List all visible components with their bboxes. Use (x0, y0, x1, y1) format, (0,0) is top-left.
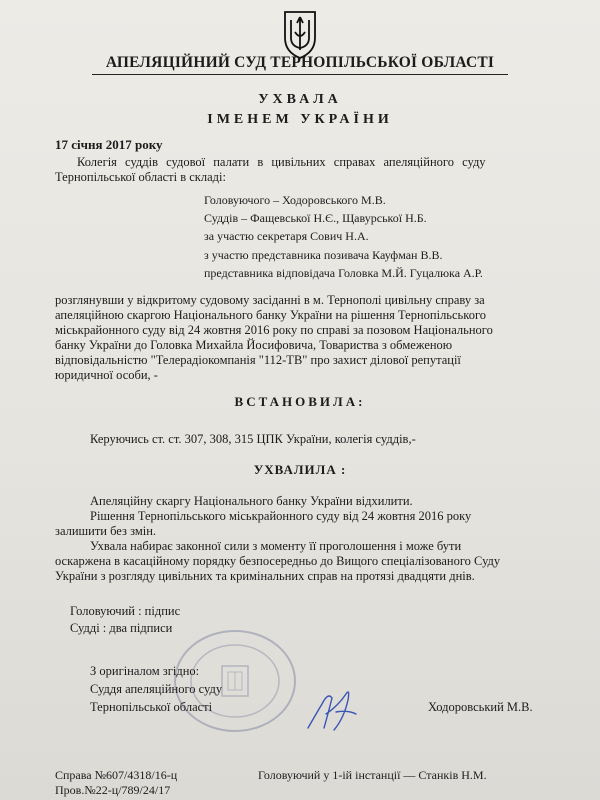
decision-date: 17 січня 2017 року (55, 137, 163, 152)
member-secretary: за участю секретаря Сович Н.А. (204, 229, 369, 243)
document-subtitle: ІМЕНЕМ УКРАЇНИ (207, 112, 393, 127)
certified-court-region: Тернопільської області (90, 700, 213, 714)
intro-line-2: Тернопільської області в складі: (55, 170, 226, 184)
case-line: розглянувши у відкритому судовому засіданні в м. Тернополі цивільну справу за (55, 293, 485, 307)
member-presiding: Головуючого – Ходоровського М.В. (204, 193, 386, 207)
case-line: банку України до Головка Михайла Йосифовича, Товариства з обмеженою (55, 338, 453, 352)
handwritten-signature-icon (302, 684, 362, 734)
case-line: юридичної особи, - (55, 368, 158, 382)
established-text: Керуючись ст. ст. 307, 308, 315 ЦПК України, колегія суддів,- (90, 432, 416, 446)
court-name: АПЕЛЯЦІЙНИЙ СУД ТЕРНОПІЛЬСЬКОЇ ОБЛАСТІ (105, 54, 495, 71)
decision-line: залишити без змін. (55, 524, 157, 538)
member-defendant-rep: представника відповідача Головка М.Й. Гуцалюка А.Р. (204, 266, 483, 280)
trident-icon (279, 8, 321, 60)
decision-line: Рішення Тернопільського міськрайонного суду від 24 жовтня 2016 року (90, 509, 472, 523)
certified-judge-title: Суддя апеляційного суду (90, 682, 223, 696)
decision-line: України з розгляду цивільних та кримінальних справ на протязі двадцяти днів. (55, 569, 475, 583)
case-line: міськрайонного суду від 24 жовтня 2016 року по справі за позовом Національного (55, 323, 493, 337)
case-line: апеляційною скаргою Національного банку України на рішення Тернопільського (55, 308, 487, 322)
member-judges: Суддів – Фащевської Н.Є., Щавурської Н.Б. (204, 211, 427, 225)
case-number: Справа №607/4318/16-ц (55, 768, 178, 782)
judges-signature-note: Судді : два підписи (70, 621, 173, 635)
member-plaintiff-rep: з участю представника позивача Кауфман В.В. (204, 248, 443, 262)
decision-line: Ухвала набирає законної сили з моменту її проголошення і може бути (90, 539, 462, 553)
decision-line: оскаржена в касаційному порядку безпосередньо до Вищого спеціалізованого Суду (55, 554, 501, 568)
certifying-judge-name: Ходоровський М.В. (428, 700, 533, 714)
presiding-signature-note: Головуючий : підпис (70, 604, 181, 618)
case-description (55, 293, 558, 383)
court-seal-icon (170, 626, 300, 736)
intro-line-1: Колегія суддів судової палати в цивільних справах апеляційного суду (77, 155, 486, 169)
established-heading: ВСТАНОВИЛА: (234, 394, 366, 409)
case-line: відповідальністю "Телерадіокомпанія "112-ТВ" про захист ділової репутації (55, 353, 461, 367)
proceeding-number: Пров.№22-ц/789/24/17 (55, 783, 171, 797)
document-title: УХВАЛА (258, 92, 342, 107)
decided-heading: УХВАЛИЛА : (253, 462, 347, 477)
certified-copy-line: З оригіналом згідно: (90, 664, 200, 678)
decision-text (55, 494, 558, 584)
decision-line: Апеляційну скаргу Національного банку України відхилити. (90, 494, 413, 508)
header-divider (92, 74, 508, 75)
first-instance-judge: Головуючий у 1-ій інстанції — Станків Н.М. (258, 768, 487, 782)
